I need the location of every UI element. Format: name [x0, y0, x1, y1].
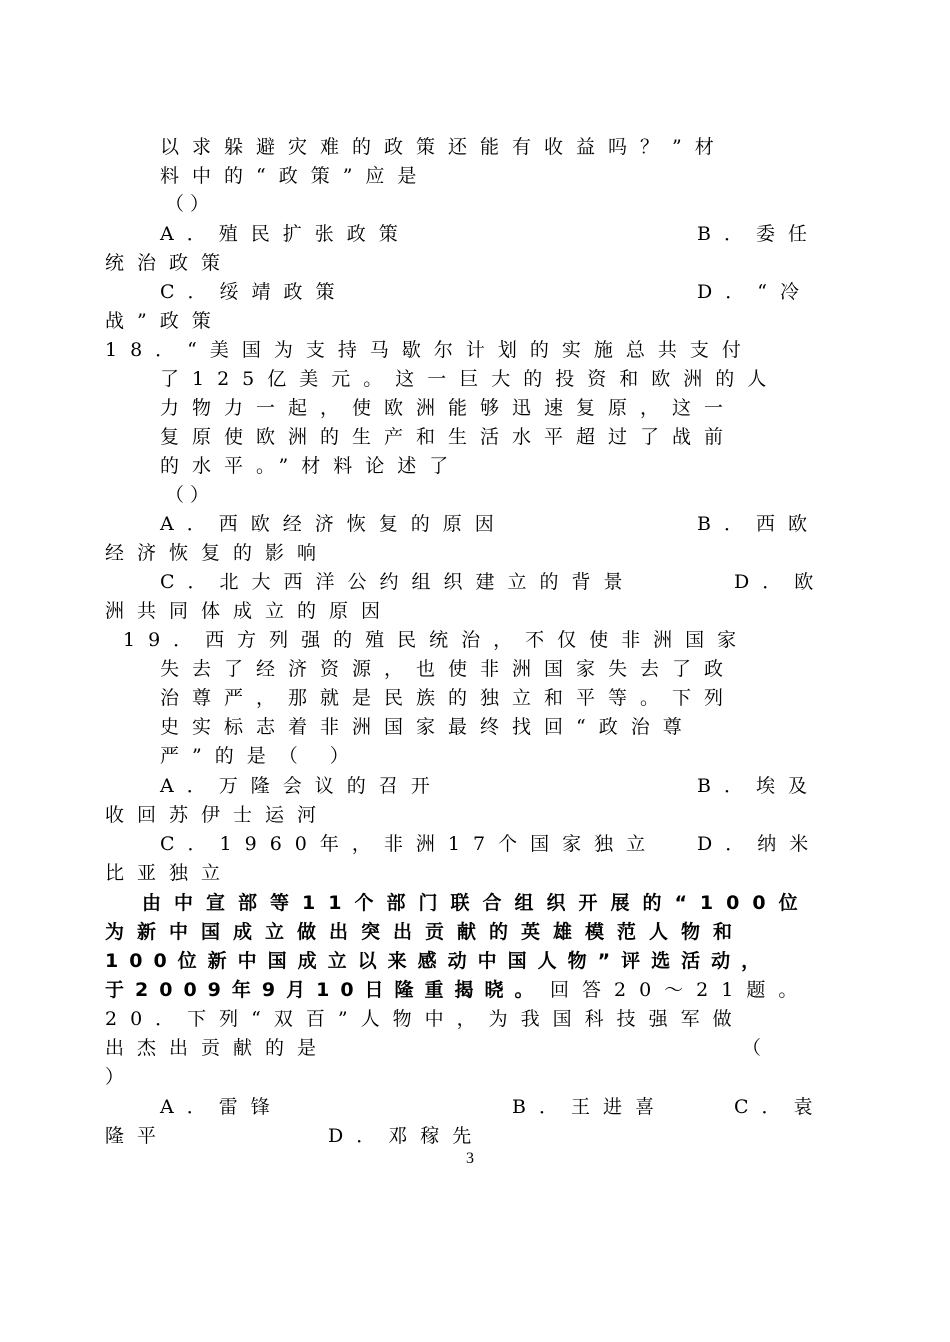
q18-line-5 — [0, 452, 950, 480]
q18-option-d-text: 洲共同体成立的原因 — [105, 600, 394, 622]
page-number: 3 — [466, 1150, 474, 1167]
q18-text-3: 力物力一起，使欧洲能够迅速复原，这一 — [160, 397, 737, 419]
q17-option-d-text: 战”政策 — [105, 310, 224, 332]
q18-option-a-line — [0, 510, 950, 538]
q17-line-2 — [0, 162, 950, 190]
q17-text-2: 料中的“政策”应是 — [160, 165, 430, 187]
q17-option-a-line — [0, 220, 950, 248]
q18-option-c-line — [0, 568, 950, 596]
q20-text-1: 20．下列“双百”人物中，为我国科技强军做 — [105, 1008, 745, 1030]
q19-line-4 — [0, 713, 950, 741]
q18-text-4: 复原使欧洲的生产和生活水平超过了战前 — [160, 426, 737, 448]
q19-line-5 — [0, 742, 950, 770]
intro-text-4-bold: 于2009年9月10日隆重揭晓。 — [105, 979, 545, 1001]
q19-line-1 — [0, 626, 950, 654]
q18-line-4 — [0, 423, 950, 451]
q17-option-b-cont — [0, 249, 950, 277]
q19-text-2: 失去了经济资源，也使非洲国家失去了政 — [160, 658, 737, 680]
q19-option-d-text: 比亚独立 — [105, 862, 234, 884]
q18-option-d-cont — [0, 597, 950, 625]
q17-option-b: B．委任 — [697, 223, 820, 245]
q20-option-line-1 — [0, 1093, 950, 1121]
q20-option-line-2 — [0, 1122, 950, 1150]
q20-option-c-text: 隆平 — [105, 1125, 170, 1147]
q19-option-d-cont — [0, 859, 950, 887]
intro-text-4-normal: 回答20～21题。 — [550, 979, 811, 1001]
q17-option-a: A．殖民扩张政策 — [160, 223, 411, 245]
q19-line-2 — [0, 655, 950, 683]
q17-option-b-text: 统治政策 — [105, 252, 234, 274]
q19-option-b-text: 收回苏伊士运河 — [105, 804, 330, 826]
q20-text-2: 出杰出贡献的是 — [105, 1037, 330, 1059]
q19-option-b: B．埃及 — [697, 775, 820, 797]
q19-option-c: C．1960年，非洲17个国家独立 — [160, 833, 659, 855]
q19-option-c-line — [0, 830, 950, 858]
q17-option-c: C．绥靖政策 — [160, 281, 348, 303]
q18-text-2: 了125亿美元。这一巨大的投资和欧洲的人 — [160, 368, 780, 390]
q18-paren-line — [0, 481, 950, 509]
q18-option-d: D．欧 — [734, 571, 827, 593]
intro-text-1: 由中宣部等11个部门联合组织开展的“100位 — [142, 892, 811, 914]
q17-paren-line — [0, 190, 950, 218]
q18-option-a: A．西欧经济恢复的原因 — [160, 513, 507, 535]
q17-text-1: 以求躲避灾难的政策还能有收益吗？”材 — [160, 136, 727, 158]
q20-paren-close: ） — [105, 1066, 138, 1088]
q18-answer-paren: （ ） — [165, 484, 210, 506]
q19-option-a-line — [0, 772, 950, 800]
q19-text-1: 19．西方列强的殖民统治，不仅使非洲国家 — [123, 629, 750, 651]
intro-line-3 — [0, 947, 950, 975]
q18-line-2 — [0, 365, 950, 393]
q19-option-d: D．纳米 — [697, 833, 822, 855]
q17-answer-paren: （ ） — [165, 193, 210, 215]
q19-text-5: 严”的是（ ） — [160, 745, 362, 767]
q18-line-1 — [0, 336, 950, 364]
intro-text-3: 100位新中国成立以来感动中国人物”评选活动， — [105, 950, 772, 972]
q18-option-b-cont — [0, 539, 950, 567]
q17-option-c-line — [0, 278, 950, 306]
intro-text-2: 为新中国成立做出突出贡献的英雄模范人物和 — [105, 921, 746, 943]
q20-option-a: A．雷锋 — [160, 1096, 283, 1118]
q17-option-d-cont — [0, 307, 950, 335]
q18-option-c: C．北大西洋公约组织建立的背景 — [160, 571, 636, 593]
q19-text-3: 治尊严，那就是民族的独立和平等。下列 — [160, 687, 737, 709]
q20-line-2 — [0, 1034, 950, 1062]
intro-line-4 — [0, 976, 950, 1004]
q18-text-1: 18．“美国为支持马歇尔计划的实施总共支付 — [105, 339, 754, 361]
q18-line-3 — [0, 394, 950, 422]
q20-option-c: C．袁 — [734, 1096, 826, 1118]
q20-line-1 — [0, 1005, 950, 1033]
q20-paren-close-line — [0, 1063, 950, 1091]
q17-line-1 — [0, 133, 950, 161]
intro-line-1 — [0, 889, 950, 917]
q18-option-b: B．西欧 — [697, 513, 820, 535]
q19-text-4: 史实标志着非洲国家最终找回“政治尊 — [160, 716, 695, 738]
q18-text-5: 的水平。”材料论述了 — [160, 455, 462, 477]
q20-option-d: D．邓稼先 — [328, 1125, 485, 1147]
q19-option-a: A．万隆会议的召开 — [160, 775, 443, 797]
q18-option-b-text: 经济恢复的影响 — [105, 542, 330, 564]
q19-line-3 — [0, 684, 950, 712]
q20-paren-open: （ — [742, 1037, 775, 1059]
q17-option-d: D．“冷 — [697, 281, 812, 303]
q19-option-b-cont — [0, 801, 950, 829]
intro-line-2 — [0, 918, 950, 946]
q20-option-b: B．王进喜 — [512, 1096, 667, 1118]
